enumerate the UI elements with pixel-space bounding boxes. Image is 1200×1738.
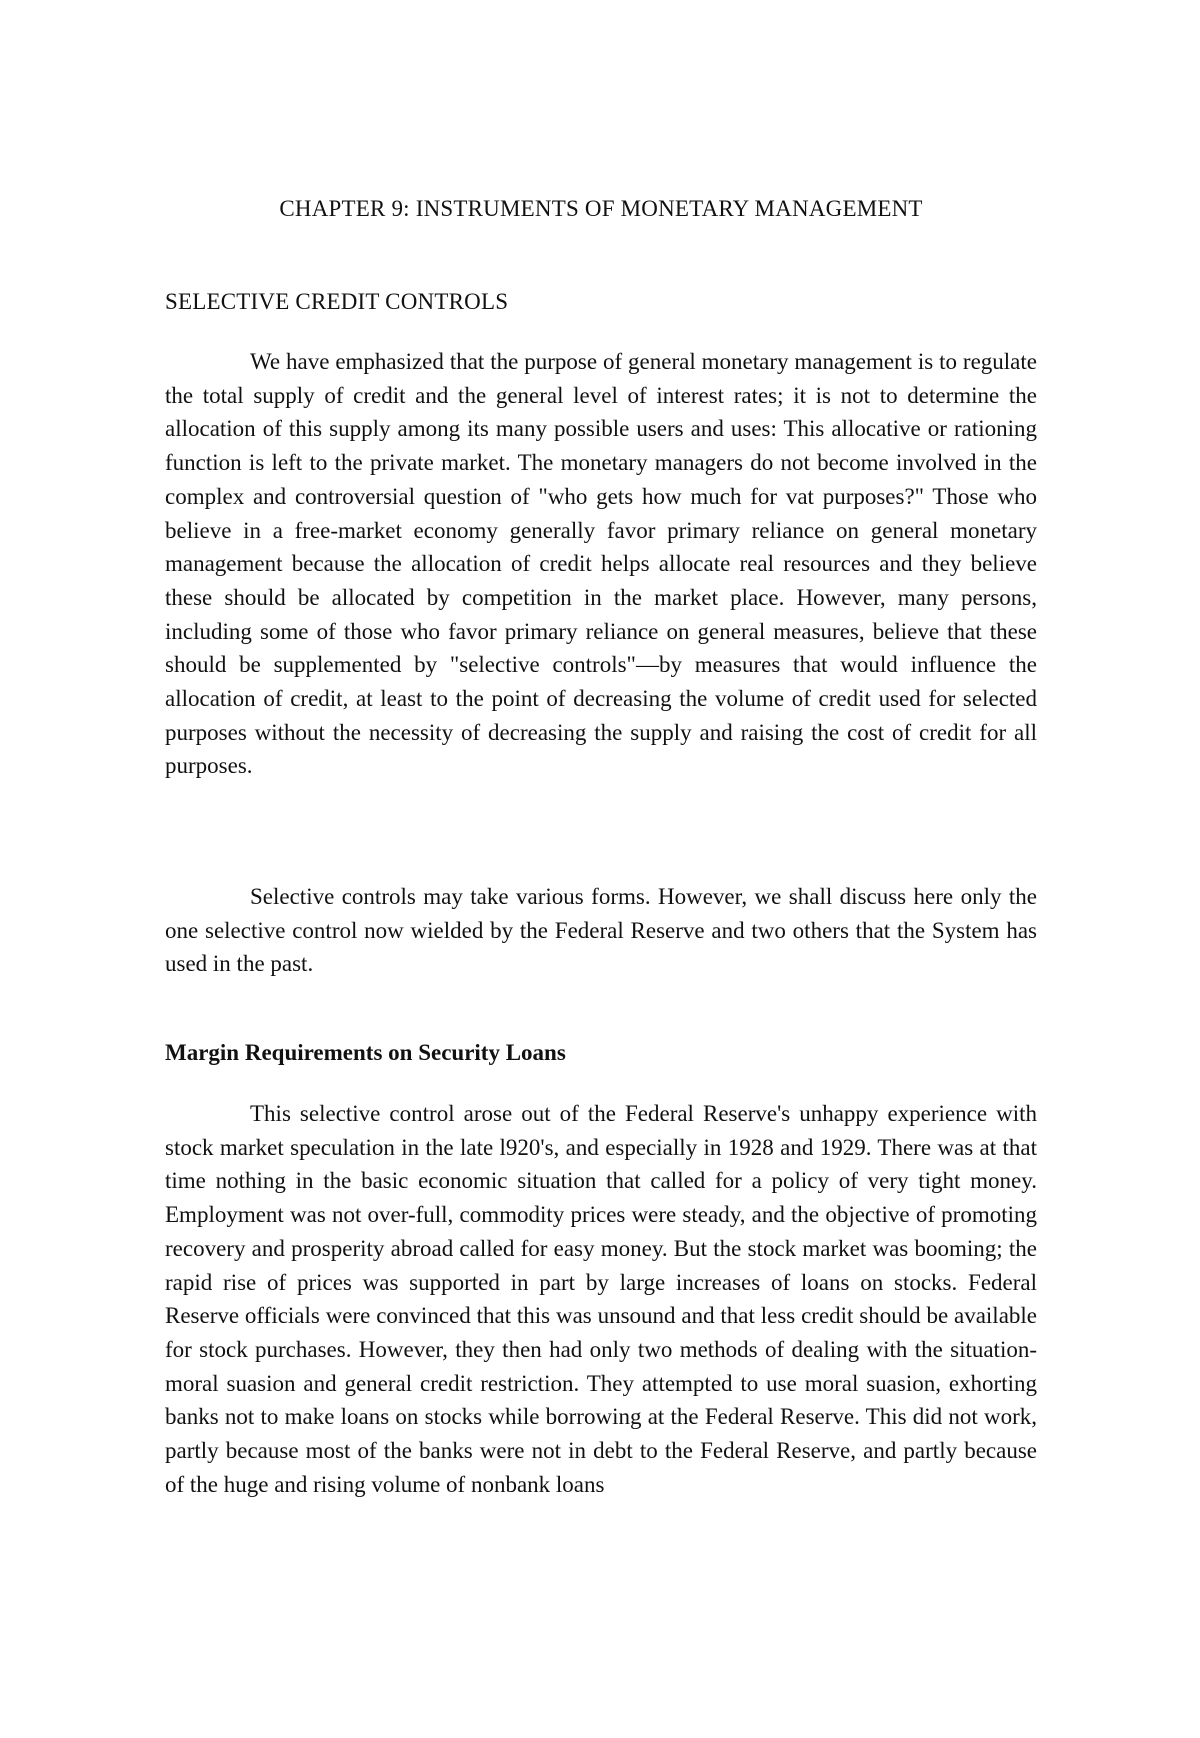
paragraph-3: This selective control arose out of the Federal Reserve's unhappy experience with stock market speculation in the late l920's, and especially in 1928 and 1929. There was at that time nothing in the basic economic situation that called for a policy of very tight money. Employment was not over-full, commodity prices were steady, and the objective of promoting recovery and prosperity abroad called for easy money. But the stock market was booming; the rapid rise of prices was supported in part by large increases of loans on stocks. Federal Reserve officials were convinced that this was unsound and that less credit should be available for stock purchases. However, they then had only two methods of dealing with the situation-moral suasion and general credit restriction. They attempted to use moral suasion, exhorting banks not to make loans on stocks while borrowing at the Federal Reserve. This did not work, partly because most of the banks were not in debt to the Federal Reserve, and partly because of the huge and rising volume of nonbank loans bbox=[165, 1101, 1037, 1497]
subsection-heading: Margin Requirements on Security Loans bbox=[165, 1040, 566, 1065]
section-heading: SELECTIVE CREDIT CONTROLS bbox=[165, 289, 509, 314]
paragraph-1: We have emphasized that the purpose of general monetary management is to regulate the total supply of credit and the general level of interest rates; it is not to determine the allocation of this supply among its many possible users and uses: This allocative or rationing function is left to the private market. The monetary managers do not become involved in the complex and controversial question of "who gets how much for vat purposes?" Those who believe in a free-market economy generally favor primary reliance on general monetary management because the allocation of credit helps allocate real resources and they believe these should be allocated by competition in the market place. However, many persons, including some of those who favor primary reliance on general measures, believe that these should be supplemented by "selective controls"—by measures that would influence the allocation of credit, at least to the point of decreasing the volume of credit used for selected purposes without the necessity of decreasing the supply and raising the cost of credit for all purposes. bbox=[165, 349, 1037, 779]
paragraph-2: Selective controls may take various forms. However, we shall discuss here only the one selective control now wielded by the Federal Reserve and two others that the System has used in the past. bbox=[165, 884, 1037, 977]
chapter-title: CHAPTER 9: INSTRUMENTS OF MONETARY MANAGEMENT bbox=[279, 196, 923, 221]
